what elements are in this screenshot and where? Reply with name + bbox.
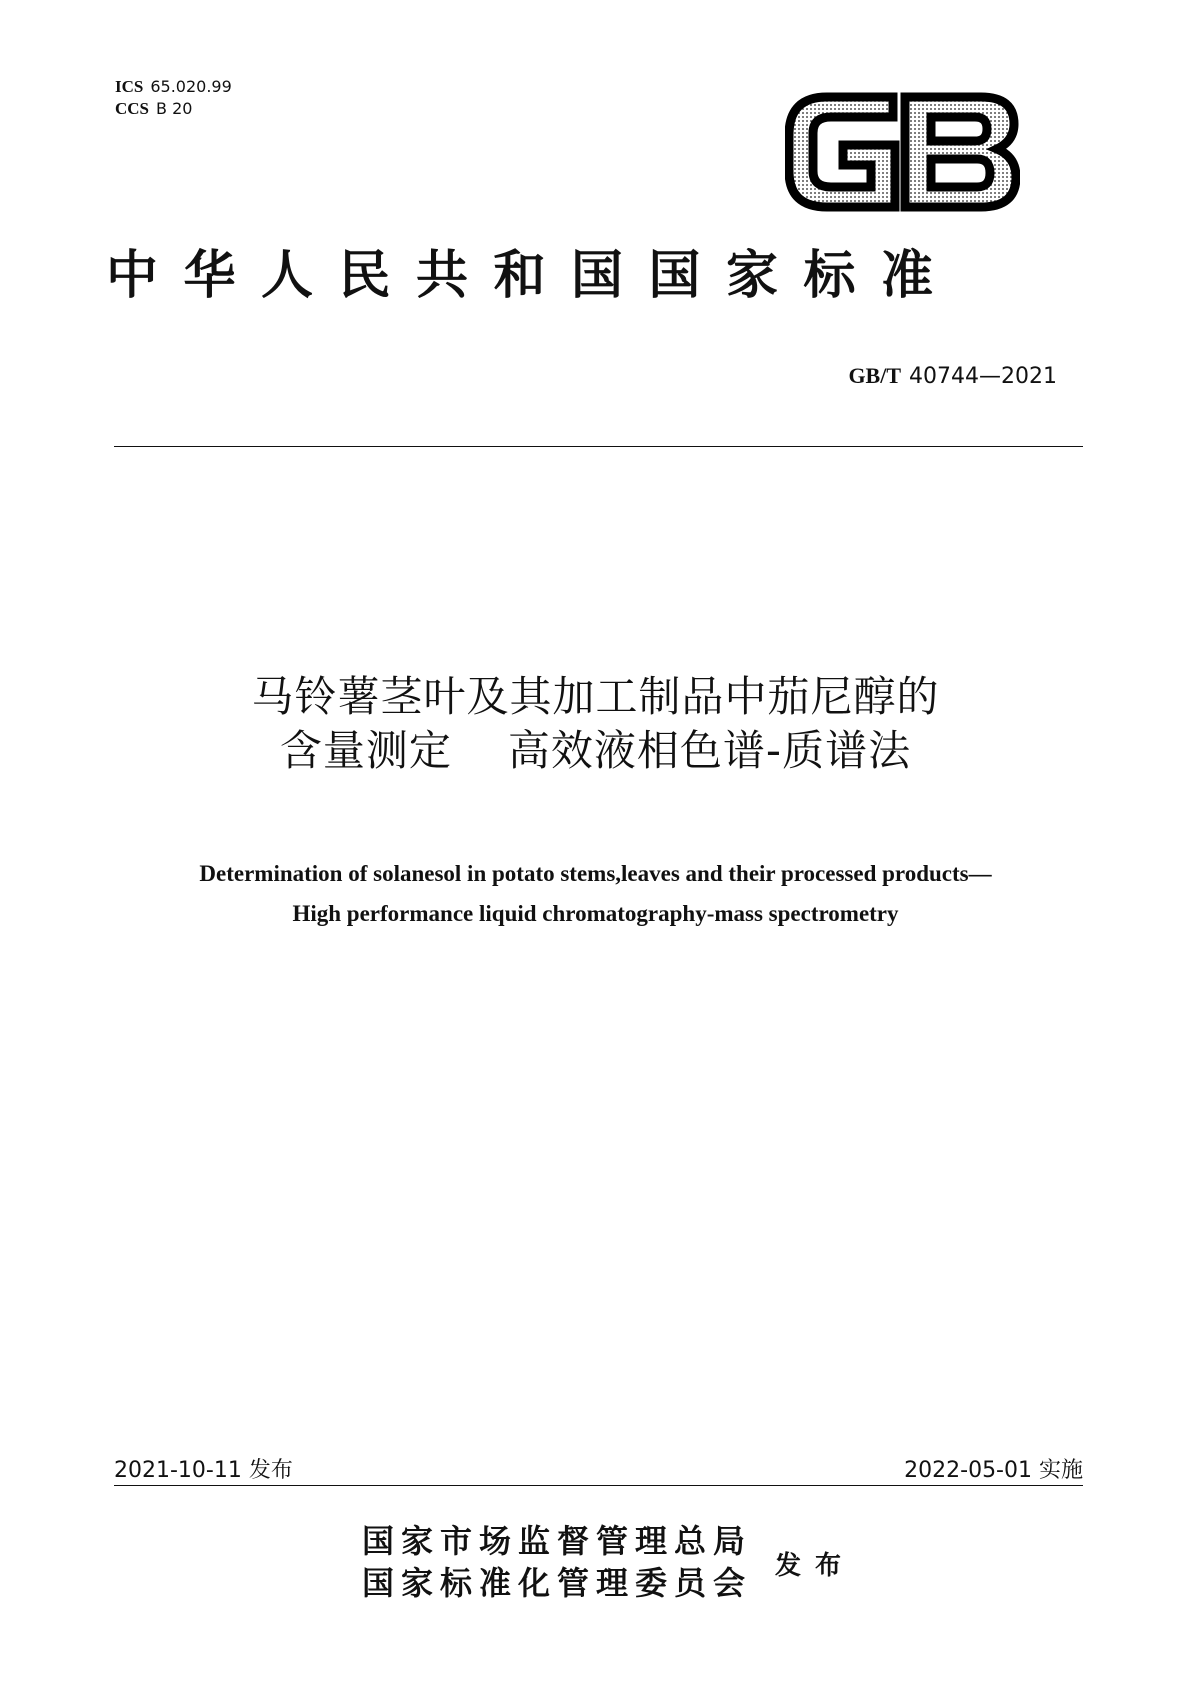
chinese-title-line1: 马铃薯茎叶及其加工制品中茄尼醇的 — [251, 672, 940, 721]
issuing-bodies — [362, 1520, 752, 1604]
ccs-label: CCS — [115, 99, 150, 118]
chinese-title-part-a: 含量测定 — [279, 726, 452, 775]
issuer-sac: 国家标准化管理委员会 — [362, 1564, 753, 1602]
gb-logo-icon — [785, 91, 1020, 213]
issuer-samr: 国家市场监督管理总局 — [362, 1522, 753, 1560]
chinese-title-part-b: 高效液相色谱-质谱法 — [507, 726, 912, 775]
english-title-line1: Determination of solanesol in potato stems,leaves and their processed products— — [199, 861, 992, 886]
implementation-date: 2022-05-01 实施 — [904, 1458, 1083, 1483]
bottom-divider — [114, 1485, 1083, 1486]
ccs-row — [115, 98, 232, 120]
classification-codes — [115, 76, 232, 120]
ccs-value: B 20 — [156, 99, 193, 118]
issue-date: 2021-10-11 发布 — [114, 1458, 293, 1483]
national-standard-heading: 中华人民共和国国家标准 — [106, 246, 959, 306]
ics-label: ICS — [115, 77, 144, 96]
english-title-line2: High performance liquid chromatography-mass spectrometry — [292, 901, 899, 926]
standard-code: 40744—2021 — [909, 364, 1057, 389]
ics-value: 65.020.99 — [150, 77, 232, 96]
chinese-title-line2 — [0, 724, 1191, 778]
top-divider — [114, 446, 1083, 447]
english-title — [0, 854, 1191, 934]
standard-prefix: GB/T — [848, 363, 902, 388]
standard-number — [848, 363, 1057, 389]
publish-label: 发布 — [775, 1551, 856, 1581]
ics-row — [115, 76, 232, 98]
chinese-title — [0, 670, 1191, 778]
